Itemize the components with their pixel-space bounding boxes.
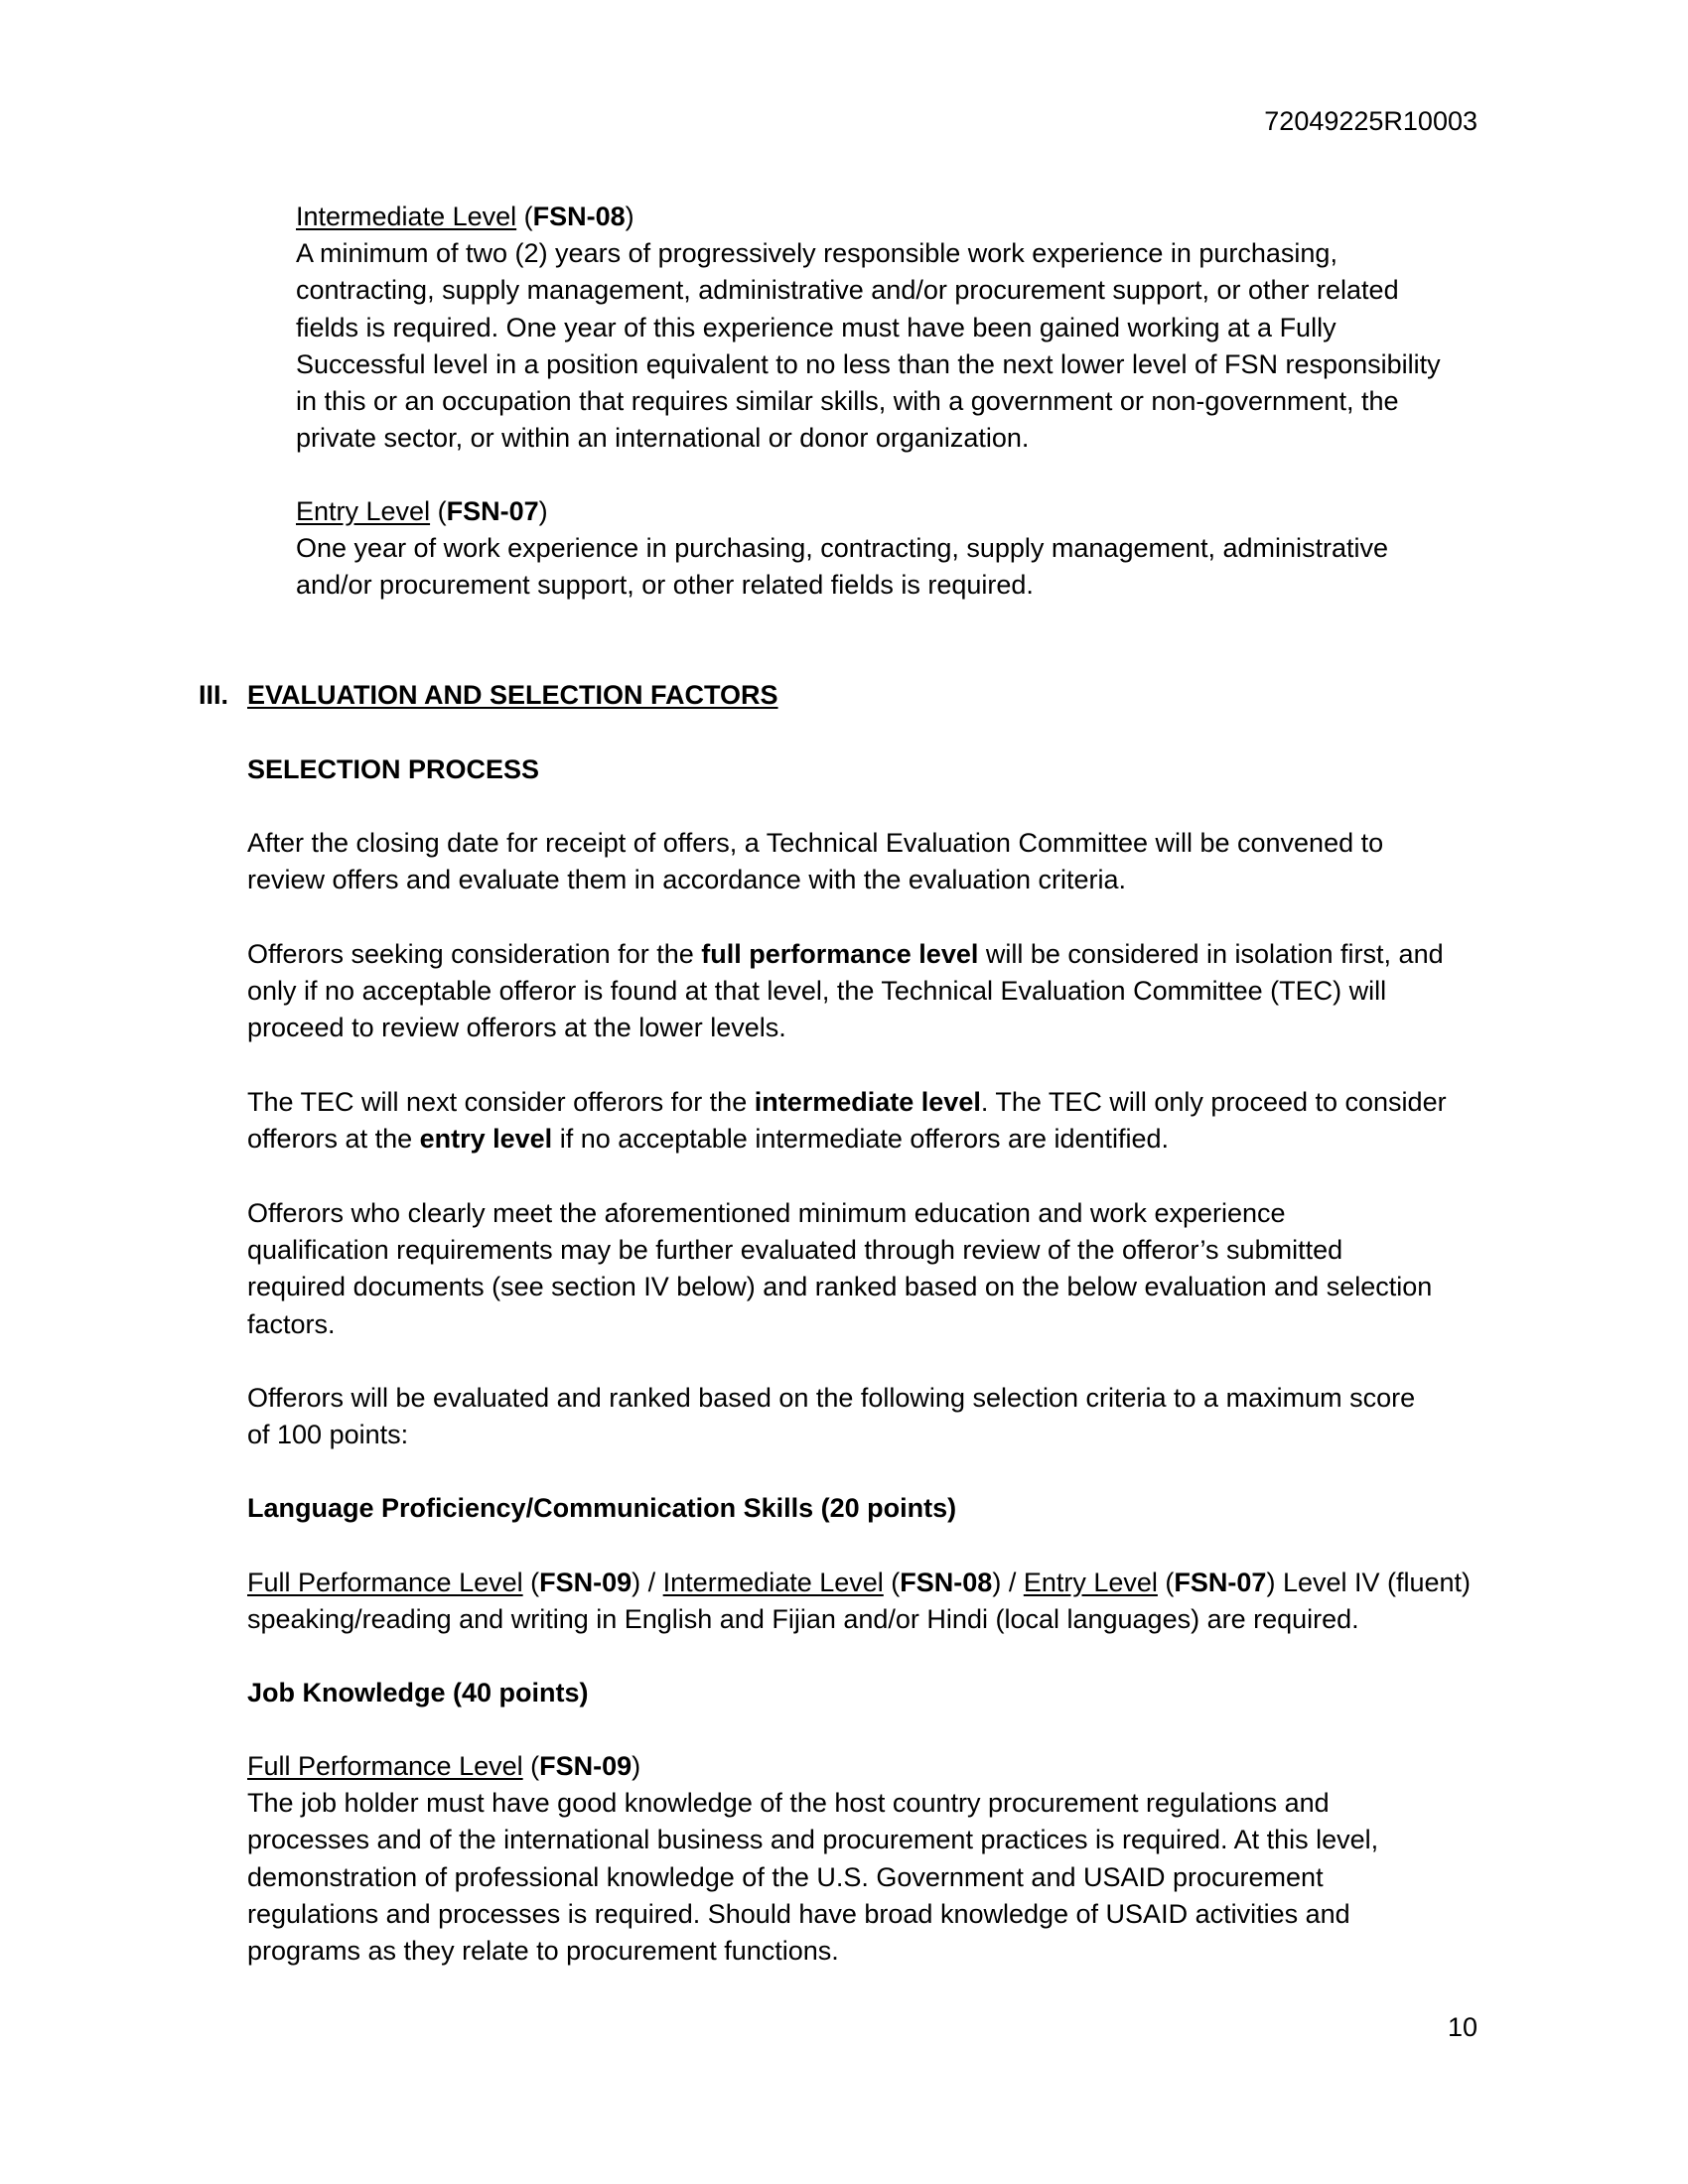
paragraph-line: review offers and evaluate them in accordance with the evaluation criteria. (247, 865, 1126, 895)
entry-level-block (296, 493, 1388, 605)
intermediate-label: Intermediate Level (662, 1568, 884, 1597)
section-title: EVALUATION AND SELECTION FACTORS (247, 680, 778, 710)
text-run: if no acceptable intermediate offerors are identified. (552, 1124, 1170, 1155)
text-run: . The TEC will only proceed to consider (980, 1087, 1447, 1117)
language-requirements (247, 1565, 1471, 1638)
intermediate-level-heading: Intermediate Level (FSN-08) (296, 202, 634, 231)
entry-label: Entry Level (1023, 1568, 1158, 1597)
text-run: The TEC will next consider offerors for the (247, 1087, 755, 1117)
paragraph-line: qualification requirements may be further evaluated through review of the offeror’s submitted (247, 1235, 1343, 1266)
page-number: 10 (1447, 2012, 1477, 2042)
paragraph-line: Offerors who clearly meet the aforementioned minimum education and work experience (247, 1198, 1286, 1228)
text-run: will be considered in isolation first, and (978, 939, 1444, 969)
entry-grade: FSN-07 (1174, 1568, 1267, 1597)
paragraph-full-performance (247, 936, 1444, 1047)
intermediate-line: fields is required. One year of this experience must have been gained working at a Fully (296, 312, 1336, 342)
paragraph-line: programs as they relate to procurement functions. (247, 1936, 839, 1967)
emphasis-entry: entry level (419, 1124, 553, 1155)
emphasis-full-performance: full performance level (701, 939, 979, 969)
paragraph-line (247, 936, 1444, 973)
job-knowledge-block (247, 1748, 1378, 1970)
intermediate-line: A minimum of two (2) years of progressively responsible work experience in purchasing, (296, 238, 1337, 269)
document-id: 72049225R10003 (1264, 106, 1477, 136)
paragraph-closing-date (247, 825, 1383, 898)
full-performance-grade: FSN-09 (539, 1568, 633, 1597)
paragraph-line: Offerors will be evaluated and ranked based on the following selection criteria to a maximum score (247, 1383, 1416, 1413)
section-number: III. (199, 680, 229, 710)
paragraph-line: required documents (see section IV below) and ranked based on the below evaluation and selection (247, 1272, 1433, 1302)
text-run: Offerors seeking consideration for the (247, 939, 702, 969)
emphasis-intermediate: intermediate level (754, 1087, 981, 1117)
entry-line: and/or procurement support, or other related fields is required. (296, 570, 1034, 601)
intermediate-line: private sector, or within an international or donor organization. (296, 423, 1030, 454)
intermediate-line: contracting, supply management, administrative and/or procurement support, or other related (296, 275, 1399, 306)
full-performance-grade: FSN-09 (539, 1751, 633, 1781)
text-run: offerors at the (247, 1124, 420, 1155)
intermediate-grade: FSN-08 (900, 1568, 993, 1597)
paragraph-line: of 100 points: (247, 1420, 409, 1450)
paragraph-line: The job holder must have good knowledge of the host country procurement regulations and (247, 1788, 1330, 1819)
intermediate-line: Successful level in a position equivalent to no less than the next lower level of FSN responsibility (296, 348, 1441, 379)
paragraph-line: regulations and processes is required. Should have broad knowledge of USAID activities and (247, 1898, 1350, 1929)
paragraph-line: Full Performance Level (FSN-09) / Intermediate Level (FSN-08) / Entry Level (FSN-07) Level IV (fluent) (247, 1568, 1472, 1597)
text-run: Level IV (fluent) (1282, 1568, 1472, 1597)
paragraph-tec-next (247, 1084, 1447, 1158)
paragraph-line (247, 1084, 1447, 1121)
entry-level-title: Entry Level (296, 496, 431, 526)
selection-process-heading: SELECTION PROCESS (247, 754, 540, 784)
paragraph-line: proceed to review offerors at the lower levels. (247, 1013, 786, 1043)
entry-level-grade: FSN-07 (446, 496, 539, 526)
intermediate-level-block (296, 199, 1441, 457)
paragraph-line: factors. (247, 1308, 336, 1339)
paragraph-line: speaking/reading and writing in English and Fijian and/or Hindi (local languages) are required. (247, 1604, 1359, 1635)
section-heading (199, 677, 778, 714)
intermediate-level-grade: FSN-08 (532, 202, 626, 231)
paragraph-line: Full Performance Level (FSN-09) (247, 1751, 641, 1781)
job-knowledge-heading: Job Knowledge (40 points) (247, 1678, 589, 1707)
paragraph-ranking (247, 1380, 1415, 1453)
paragraph-offerors-meet (247, 1195, 1432, 1343)
paragraph-line: demonstration of professional knowledge of the U.S. Government and USAID procurement (247, 1861, 1324, 1892)
full-performance-label: Full Performance Level (247, 1751, 523, 1781)
intermediate-level-title: Intermediate Level (296, 202, 517, 231)
entry-line: One year of work experience in purchasing, contracting, supply management, administrative (296, 533, 1389, 564)
language-heading: Language Proficiency/Communication Skills (20 points) (247, 1493, 957, 1523)
paragraph-line: After the closing date for receipt of offers, a Technical Evaluation Committee will be convened to (247, 828, 1384, 858)
entry-level-heading: Entry Level (FSN-07) (296, 496, 548, 526)
full-performance-label: Full Performance Level (247, 1568, 523, 1597)
paragraph-line: processes and of the international business and procurement practices is required. At this level, (247, 1825, 1379, 1855)
intermediate-line: in this or an occupation that requires similar skills, with a government or non-government, the (296, 386, 1399, 417)
paragraph-line: only if no acceptable offeror is found at that level, the Technical Evaluation Committee (TEC) will (247, 976, 1387, 1007)
paragraph-line (247, 1121, 1447, 1158)
